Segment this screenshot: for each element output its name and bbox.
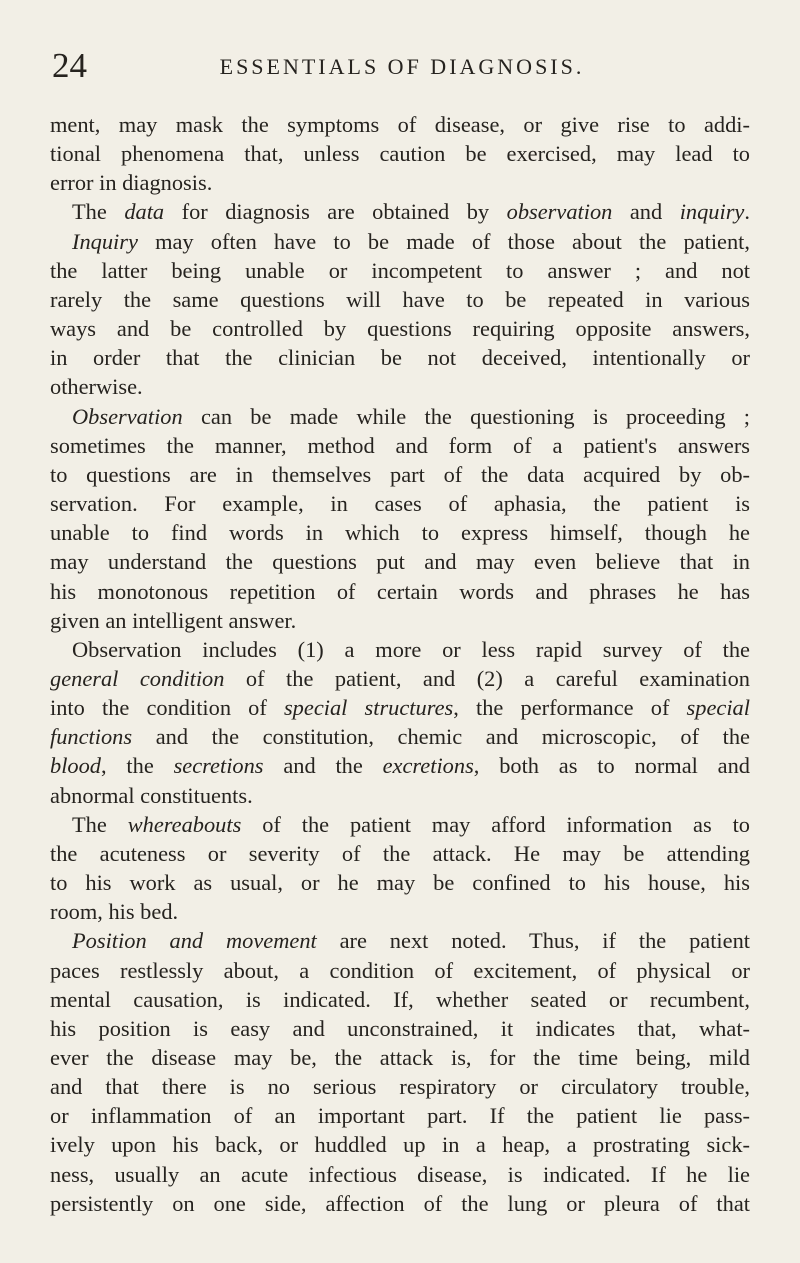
text-line: The whereabouts of the patient may afford information as to — [72, 811, 750, 837]
italic-term: general condition — [50, 665, 225, 691]
text-line: into the condition of special structures, the performance of special — [50, 695, 750, 721]
italic-term: data — [124, 199, 165, 225]
italic-term: inquiry — [679, 199, 745, 225]
italic-term: blood — [50, 753, 102, 779]
text-line: may understand the questions put and may even believe that in — [50, 549, 750, 575]
text-line: paces restlessly about, a condition of excitement, of physical or — [50, 957, 750, 983]
text-line: to his work as usual, or he may be confined to his house, his — [50, 870, 750, 896]
text-line: and that there is no serious respiratory or circulatory trouble, — [50, 1074, 750, 1100]
italic-term: excretions — [382, 753, 474, 779]
text-line: Observation includes (1) a more or less rapid survey of the — [72, 636, 750, 662]
text-line: abnormal constituents. — [50, 782, 253, 808]
page-number: 24 — [52, 46, 87, 85]
italic-term: Position and movement — [72, 928, 317, 954]
text-line: unable to find words in which to express himself, though he — [50, 520, 750, 546]
text-line: in order that the clinician be not deceived, intentionally or — [50, 345, 750, 371]
text-line: the acuteness or severity of the attack. He may be attending — [50, 840, 750, 866]
text-line: otherwise. — [50, 374, 143, 400]
text-line: Observation can be made while the questioning is proceeding ; — [72, 403, 750, 429]
running-head: ESSENTIALS OF DIAGNOSIS. — [219, 54, 585, 79]
text-line: servation. For example, in cases of aphasia, the patient is — [50, 491, 750, 517]
text-line: tional phenomena that, unless caution be exercised, may lead to — [50, 141, 750, 167]
italic-term: secretions — [173, 753, 264, 779]
text-line: persistently on one side, affection of the lung or pleura of that — [50, 1190, 750, 1216]
italic-term: functions — [50, 724, 133, 750]
text-line: rarely the same questions will have to be repeated in various — [50, 286, 750, 312]
italic-term: Observation — [72, 403, 183, 429]
text-line: ment, may mask the symptoms of disease, or give rise to addi- — [50, 112, 750, 137]
text-line: room, his bed. — [50, 899, 179, 925]
text-line: error in diagnosis. — [50, 170, 213, 196]
italic-term: special structures — [283, 695, 454, 721]
text-line: sometimes the manner, method and form of a patient's answers — [50, 432, 750, 458]
text-line: ways and be controlled by questions requiring opposite answers, — [50, 316, 750, 342]
italic-term: Inquiry — [72, 228, 138, 254]
text-line: mental causation, is indicated. If, whether seated or recumbent, — [50, 986, 750, 1012]
text-line: given an intelligent answer. — [50, 607, 297, 633]
text-line: functions and the constitution, chemic and microscopic, of the — [50, 724, 750, 750]
text-line: his position is easy and unconstrained, it indicates that, what- — [50, 1015, 750, 1041]
italic-term: special — [686, 695, 750, 721]
text-line: Position and movement are next noted. Thus, if the patient — [72, 928, 750, 954]
text-line: ever the disease may be, the attack is, for the time being, mild — [50, 1045, 750, 1070]
text-line: blood, the secretions and the excretions, both as to normal and — [50, 753, 750, 779]
text-line: Inquiry may often have to be made of those about the patient, — [72, 228, 750, 254]
italic-term: whereabouts — [127, 811, 242, 837]
body-text — [50, 110, 750, 1218]
text-line: to questions are in themselves part of the data acquired by ob- — [50, 461, 750, 487]
text-line: the latter being unable or incompetent to answer ; and not — [50, 257, 750, 283]
page-header — [52, 46, 752, 86]
text-line: The data for diagnosis are obtained by observation and inquiry. — [72, 199, 750, 225]
text-line: his monotonous repetition of certain words and phrases he has — [50, 578, 750, 604]
text-line: ively upon his back, or huddled up in a heap, a prostrating sick- — [50, 1132, 750, 1158]
italic-term: observation — [506, 199, 613, 225]
text-line: general condition of the patient, and (2) a careful examination — [50, 665, 750, 691]
text-line: or inflammation of an important part. If the patient lie pass- — [50, 1103, 750, 1129]
text-line: ness, usually an acute infectious disease, is indicated. If he lie — [50, 1161, 750, 1187]
